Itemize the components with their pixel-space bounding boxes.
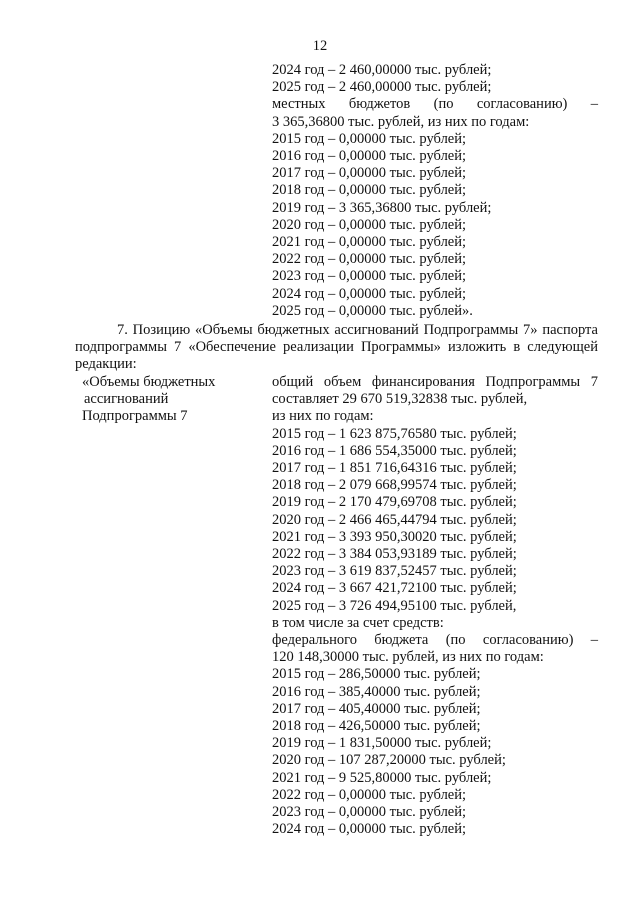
funding-line: составляет 29 670 519,32838 тыс. рублей,	[272, 391, 528, 408]
label-line: Подпрограммы 7	[82, 408, 188, 425]
funding-line: 2015 год – 0,00000 тыс. рублей;	[272, 130, 467, 147]
position-label	[82, 374, 252, 426]
funding-line: 2015 год – 1 623 875,76580 тыс. рублей;	[272, 425, 517, 442]
funding-line: 120 148,30000 тыс. рублей, из них по годам:	[272, 649, 544, 666]
funding-line: 2025 год – 0,00000 тыс. рублей».	[272, 302, 473, 319]
funding-line: 2023 год – 3 619 837,52457 тыс. рублей;	[272, 563, 517, 580]
funding-line: 2024 год – 3 667 421,72100 тыс. рублей;	[272, 580, 517, 597]
funding-line: 2015 год – 286,50000 тыс. рублей;	[272, 666, 481, 683]
funding-line: 2020 год – 0,00000 тыс. рублей;	[272, 216, 467, 233]
funding-line: 2023 год – 0,00000 тыс. рублей;	[272, 804, 467, 821]
funding-line: из них по годам:	[272, 408, 374, 425]
funding-line: 2024 год – 2 460,00000 тыс. рублей;	[272, 62, 492, 78]
funding-line: 2022 год – 0,00000 тыс. рублей;	[272, 786, 467, 803]
funding-line: 3 365,36800 тыс. рублей, из них по годам:	[272, 113, 530, 130]
funding-line: 2021 год – 3 393 950,30020 тыс. рублей;	[272, 528, 517, 545]
funding-line: в том числе за счет средств:	[272, 614, 444, 631]
label-line: ассигнований	[84, 391, 169, 408]
funding-line: 2016 год – 0,00000 тыс. рублей;	[272, 148, 467, 165]
funding-line: 2019 год – 3 365,36800 тыс. рублей;	[272, 199, 492, 216]
funding-line: местных бюджетов (по согласованию) –	[272, 96, 598, 113]
funding-line: 2018 год – 2 079 668,99574 тыс. рублей;	[272, 477, 517, 494]
funding-line: 2017 год – 1 851 716,64316 тыс. рублей;	[272, 460, 517, 477]
funding-line: 2020 год – 2 466 465,44794 тыс. рублей;	[272, 511, 517, 528]
funding-line: 2023 год – 0,00000 тыс. рублей;	[272, 268, 467, 285]
funding-line: 2022 год – 3 384 053,93189 тыс. рублей;	[272, 546, 517, 563]
funding-line: 2017 год – 405,40000 тыс. рублей;	[272, 700, 481, 717]
funding-line: общий объем финансирования Подпрограммы 7	[272, 374, 598, 390]
subprogram-funding-list	[272, 374, 598, 838]
amendment-paragraph-text: 7. Позицию «Объемы бюджетных ассигнований Подпрограммы 7» паспорта подпрограммы 7 «Обеспечение реализации Программы» изложить в следующей редакции:	[75, 322, 598, 373]
funding-line: 2024 год – 0,00000 тыс. рублей;	[272, 821, 467, 838]
funding-line: федерального бюджета (по согласованию) –	[272, 632, 598, 649]
funding-line: 2025 год – 2 460,00000 тыс. рублей;	[272, 79, 492, 96]
funding-line: 2021 год – 0,00000 тыс. рублей;	[272, 234, 467, 251]
amendment-paragraph	[75, 322, 598, 374]
funding-line: 2016 год – 385,40000 тыс. рублей;	[272, 683, 481, 700]
funding-line: 2021 год – 9 525,80000 тыс. рублей;	[272, 769, 492, 786]
page-number: 12	[312, 38, 328, 54]
funding-line: 2019 год – 2 170 479,69708 тыс. рублей;	[272, 494, 517, 511]
funding-line: 2018 год – 426,50000 тыс. рублей;	[272, 718, 481, 735]
funding-line: 2020 год – 107 287,20000 тыс. рублей;	[272, 752, 506, 769]
funding-line: 2025 год – 3 726 494,95100 тыс. рублей,	[272, 597, 517, 614]
funding-line: 2022 год – 0,00000 тыс. рублей;	[272, 251, 467, 268]
funding-line: 2024 год – 0,00000 тыс. рублей;	[272, 285, 467, 302]
funding-line: 2019 год – 1 831,50000 тыс. рублей;	[272, 735, 492, 752]
funding-line: 2018 год – 0,00000 тыс. рублей;	[272, 182, 467, 199]
funding-line: 2017 год – 0,00000 тыс. рублей;	[272, 165, 467, 182]
funding-line: 2016 год – 1 686 554,35000 тыс. рублей;	[272, 442, 517, 459]
top-funding-list	[272, 62, 598, 320]
label-line: «Объемы бюджетных	[82, 374, 216, 390]
